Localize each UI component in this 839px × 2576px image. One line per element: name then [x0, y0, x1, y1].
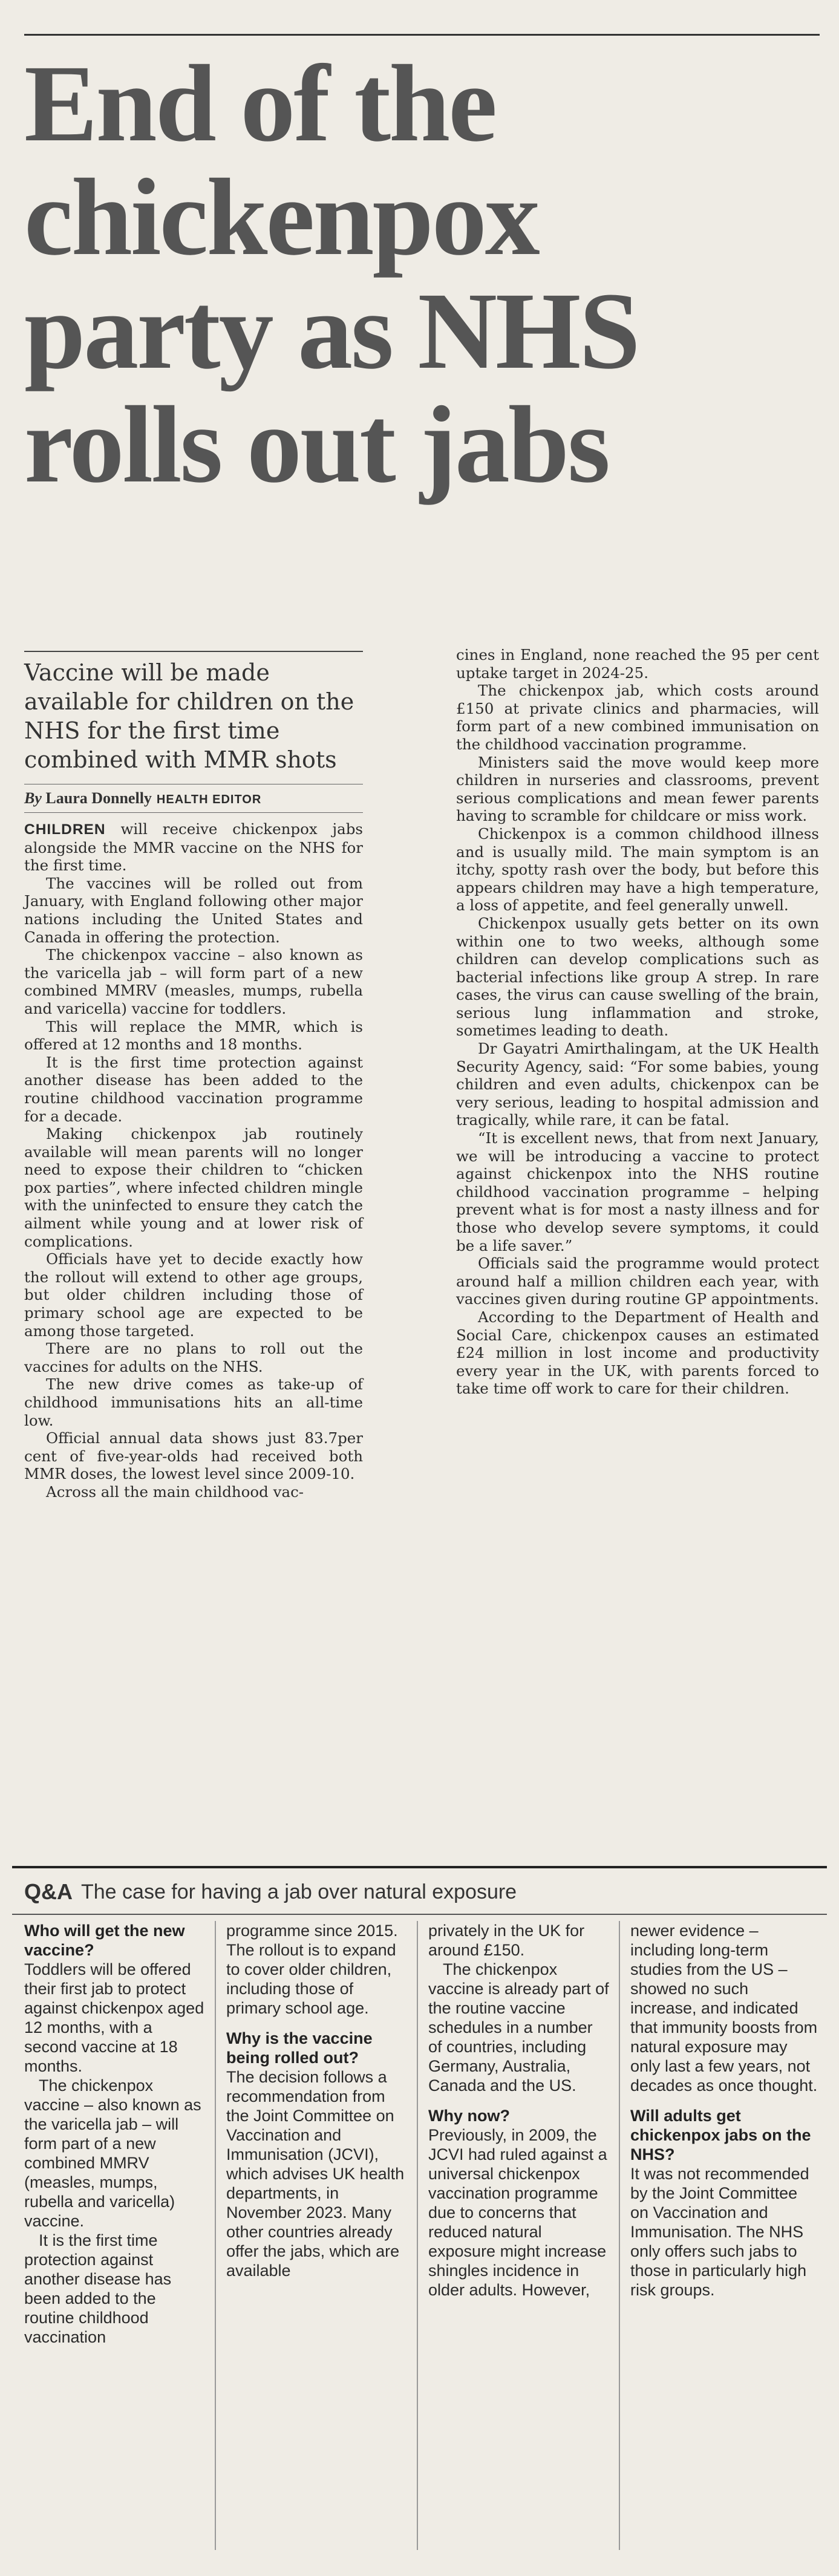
body-paragraph: Officials said the programme would protect around half a million children each year, with vaccines given during routine GP appointments. — [456, 1254, 819, 1308]
qa-question: Who will get the new vaccine? — [24, 1922, 185, 1959]
qa-answer: The chickenpox vaccine is already part of the routine vaccine schedules in a number of countries, including Germany, Australia, Canada and the US. — [428, 1960, 609, 2095]
body-paragraph: The new drive comes as take-up of childhood immunisations hits an all-time low. — [24, 1375, 363, 1429]
headline-line: End of the — [24, 43, 496, 165]
body-paragraph: According to the Department of Health and Social Care, chickenpox causes an estimated £24 million in lost income and productivity every year in the UK, with parents forced to take time off work to care for their children. — [456, 1308, 819, 1398]
qa-answer: It is the first time protection against another disease has been added to the routine childhood vaccination — [24, 2231, 172, 2346]
qa-divider — [215, 1921, 216, 2550]
qa-answer: privately in the UK for around £150. — [428, 1922, 585, 1959]
body-paragraph: The vaccines will be rolled out from January, with England following other major nations including the United States and Canada in offering the protection. — [24, 874, 363, 946]
qa-column-2 — [226, 1921, 408, 2280]
top-rule — [24, 34, 820, 36]
body-paragraph: This will replace the MMR, which is offered at 12 months and 18 months. — [24, 1017, 363, 1054]
headline-line: party as NHS — [24, 270, 639, 392]
qa-question: Why now? — [428, 2107, 510, 2125]
body-paragraph: The chickenpox jab, which costs around £150 at private clinics and pharmacies, will form part of a new combined immunisation on the childhood vaccination programme. — [456, 682, 819, 753]
body-paragraph: Chickenpox is a common childhood illness and is usually mild. The main symptom is an itchy, spotty rash over the body, but before this appears children may have a high temperature, a loss of appetite, and feel generally unwell. — [456, 824, 819, 915]
article-column-1 — [24, 646, 363, 1501]
qa-answer: Toddlers will be offered their first jab to protect against chickenpox aged 12 months, with a second vaccine at 18 months. — [24, 1960, 204, 2075]
qa-label: Q&A — [24, 1879, 73, 1904]
qa-top-rule — [12, 1866, 827, 1868]
qa-answer: The chickenpox vaccine – also known as the varicella jab – will form part of a new combined MMRV (measles, mumps, rubella and varicella) vaccine. — [24, 2076, 201, 2230]
article-column-2 — [456, 646, 819, 1398]
qa-rule — [12, 1914, 827, 1915]
body-paragraph: “It is excellent news, that from next January, we will be introducing a vaccine to protect against chickenpox into the NHS routine childhood vaccination programme – helping prevent what is for most a nasty illness and for those who develop severe symptoms, it could be a life saver.” — [456, 1129, 819, 1254]
byline — [24, 784, 363, 813]
byline-name: Laura Donnelly — [45, 789, 152, 807]
standfirst: Vaccine will be made available for children on the NHS for the first time combined with MMR shots — [24, 651, 363, 784]
lead-paragraph — [24, 820, 363, 875]
body-paragraph: There are no plans to roll out the vaccines for adults on the NHS. — [24, 1340, 363, 1375]
lead-rest: will receive chickenpox jabs alongside the MMR vaccine on the NHS for the first time. — [24, 820, 363, 875]
body-paragraph: It is the first time protection against another disease has been added to the routine childhood vaccination programme for a decade. — [24, 1053, 363, 1125]
qa-answer: The decision follows a recommendation from the Joint Committee on Vaccination and Immunisation (JCVI), which advises UK health departments, in November 2023. Many other countries already offer the jabs, which are available — [226, 2068, 405, 2280]
body-paragraph: The chickenpox vaccine – also known as the varicella jab – will form part of a new combined MMRV (measles, mumps, rubella and varicella) vaccine for toddlers. — [24, 946, 363, 1017]
qa-column-3 — [428, 1921, 610, 2300]
qa-answer: Previously, in 2009, the JCVI had ruled against a universal chickenpox vaccination programme due to concerns that reduced natural exposure might increase shingles incidence in older adults. However, — [428, 2126, 607, 2299]
body-paragraph: Official annual data shows just 83.7per cent of five-year-olds had received both MMR doses, the lowest level since 2009-10. — [24, 1429, 363, 1483]
qa-column-1 — [24, 1921, 206, 2347]
lead-cap: CHILDREN — [24, 821, 106, 838]
body-paragraph: Dr Gayatri Amirthalingam, at the UK Health Security Agency, said: “For some babies, young children and even adults, chickenpox can be very serious, leading to hospital admission and tragically, while rare, it can be fatal. — [456, 1040, 819, 1129]
qa-column-4 — [630, 1921, 818, 2300]
byline-by: By — [24, 789, 42, 807]
body-paragraph: Across all the main childhood vac- — [46, 1482, 304, 1501]
byline-role: HEALTH EDITOR — [156, 793, 262, 806]
headline-line: rolls out jabs — [24, 384, 609, 506]
body-paragraph: Officials have yet to decide exactly how the rollout will extend to other age groups, but older children including those of primary school age are expected to be among those targeted. — [24, 1250, 363, 1340]
qa-question: Why is the vaccine being rolled out? — [226, 2029, 373, 2067]
body-paragraph: cines in England, none reached the 95 per cent uptake target in 2024-25. — [456, 646, 819, 682]
body-paragraph: Making chickenpox jab routinely available will mean parents will no longer need to expose their children to “chicken pox parties”, where infected children mingle with the uninfected to ensure they catch the ailment while young and at lower risk of complications. — [24, 1125, 363, 1250]
body-paragraph: Chickenpox usually gets better on its own within one to two weeks, although some children can develop complications such as bacterial infections like group A strep. In rare cases, the virus can cause swelling of the brain, serious lung inflammation and stroke, sometimes leading to death. — [456, 914, 819, 1040]
headline — [24, 43, 823, 506]
qa-question: Will adults get chickenpox jabs on the NHS? — [630, 2107, 811, 2164]
body-paragraph: Ministers said the move would keep more children in nurseries and classrooms, prevent serious complications and mean fewer parents having to scramble for childcare or miss work. — [456, 753, 819, 825]
qa-title: The case for having a jab over natural exposure — [81, 1880, 517, 1903]
qa-answer: programme since 2015. The rollout is to expand to cover older children, including those of primary school age. — [226, 1922, 398, 2017]
qa-divider — [417, 1921, 418, 2550]
headline-line: chickenpox — [24, 157, 538, 278]
qa-answer: newer evidence – including long-term studies from the US – showed no such increase, and indicated that immunity boosts from natural exposure may only last a few years, not decades as once thought. — [630, 1922, 818, 2095]
qa-answer: It was not recommended by the Joint Committee on Vaccination and Immunisation. The NHS only offers such jabs to those in particularly high risk groups. — [630, 2165, 809, 2299]
qa-header — [24, 1874, 823, 1910]
qa-divider — [619, 1921, 620, 2550]
